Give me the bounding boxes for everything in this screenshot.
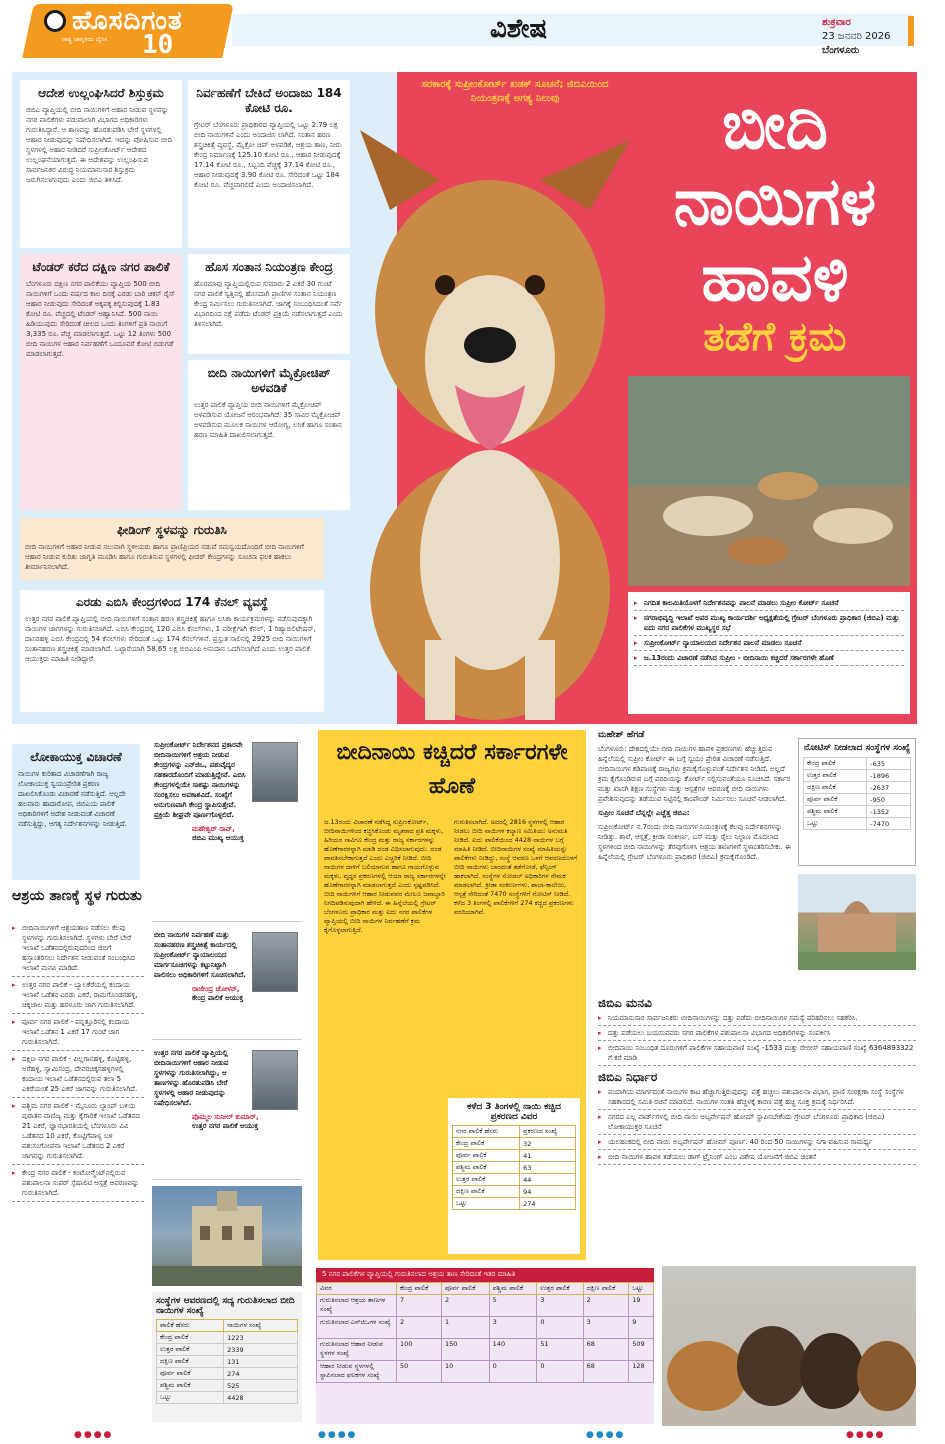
table-cell: 5: [489, 1295, 537, 1317]
table-header: [453, 1126, 576, 1138]
table-cell: ಪೂರ್ವ ಪಾಲಿಕೆ: [804, 794, 867, 806]
quote-name: ರಾಜೇಂದ್ರ ಚೋಳನ್,: [192, 985, 240, 993]
quote-role: ಉತ್ತರ ನಗರ ಪಾಲಿಕೆ ಆಯುಕ್ತ: [192, 1122, 259, 1130]
table-header-cell: ನಗರ ಪಾಲಿಕೆ ಹೆಸರು: [453, 1126, 520, 1138]
table-cell: 150: [441, 1339, 489, 1361]
table-header-cell: ಉತ್ತರ ಪಾಲಿಕೆ: [537, 1283, 583, 1295]
list-item: ▸ ಕೇಂದ್ರ ನಗರ ಪಾಲಿಕೆ - ಕಂಟೋನ್ಮೆಂಟ್‌ನಲ್ಲಿರುವ ಪಶುಪಾಲನಾ ಸುಪರ್ ಸ್ಪೆಷಾಲಿಟಿ ಆಸ್ಪತ್ರೆ ಆವರಣವನ್ನು ಗುರುತಿಸಲಾಗಿದೆ.: [12, 1165, 144, 1202]
print-marks: ●●●●: [318, 1430, 358, 1440]
table-cell: 525: [224, 1380, 298, 1392]
box-bite-cases: [448, 1098, 580, 1254]
box-kennels: [20, 590, 324, 712]
quote-text: ಬೀದಿ ನಾಯಿಗಳ ನಿರ್ವಹಣೆ ಮತ್ತು ಸಂತಾನಹರಣ ಶಸ್ತ್ರಚಿಕಿತ್ಸೆ ಕಾರ್ಯದಲ್ಲಿ ಸುಪ್ರೀಂಕೋರ್ಟ್ ನ್ಯಾಯಾಲಯದ ಮಾರ್ಗಸೂಚಿಗಳನ್ನು ಕಟ್ಟುನಿಟ್ಟಾಗಿ ಪಾಲಿಸಲು ಅಧಿಕಾರಿಗಳಿಗೆ ಸೂಚಿಸಲಾಗಿದೆ.: [154, 931, 246, 979]
table-cell: 2339: [224, 1344, 298, 1356]
box-south-tender: [20, 254, 182, 510]
table-header-cell: ವಿವರ: [317, 1283, 397, 1295]
quote-north-commissioner: [152, 1046, 302, 1180]
list-item: ▸ ದತ್ತು ಪಡೆಯಲು ಬಯಸುವವರು ನಗರ ಪಾಲಿಕೆಗಳ ಪಶುಪಾಲನಾ ವಿಭಾಗದ ಅಧಿಕಾರಿಗಳನ್ನು ಸಂಪರ್ಕಿಸಿ: [598, 1026, 916, 1041]
box-maintenance-cost: [188, 80, 350, 248]
list-item: ▸ ಪಶ್ಚಿಮ ನಗರ ಪಾಲಿಕೆ - ಮೈಸೂರು ಲ್ಯಾಂಪ್ ಬಳಿಯ ಪುರಾತನ ವಾಣಿಜ್ಯ ಮತ್ತು ಕೈಗಾರಿಕೆ ಇಲಾಖೆ ಒಡೆತನದ 21 ಎಕರೆ, ಜ್ಞಾನಭಾರತಿಯಲ್ಲಿ ಬೆಂಗಳೂರು ವಿವಿ ಒಡೆತನದ 10 ಎಕರೆ, ಕೊಟ್ಟಿಗೆಪಾಳ್ಯ ಬಳಿ ಪಶುಸಂಗೋಪನಾ ಇಲಾಖೆ ಒಡೆತನದ 2 ಎಕರೆ ಜಾಗವನ್ನು ಗುರುತಿಸಲಾಗಿದೆ.: [12, 1098, 144, 1165]
dog-photo: [330, 120, 650, 720]
table-header-cell: ಪ್ರಕರಣದ ಸಂಖ್ಯೆ: [520, 1126, 576, 1138]
institution-dogs-table: [156, 1319, 298, 1404]
quote-gba-chief: [152, 738, 302, 922]
table-cell: ಗುರುತಿಸಲಾದ ಎನ್‌ಜಿಒಗಳ ಸಂಖ್ಯೆ: [317, 1317, 397, 1339]
city-table: [316, 1282, 654, 1383]
box-title: ಹೊಸ ಸಂತಾನ ನಿಯಂತ್ರಣ ಕೇಂದ್ರ: [205, 260, 333, 274]
table-cell: ಪಶ್ಚಿಮ ಪಾಲಿಕೆ: [157, 1380, 224, 1392]
box-title: ಎರಡು ಎಬಿಸಿ ಕೇಂದ್ರಗಳಿಂದ 174 ಕೆನಲ್ ವ್ಯವಸ್ಥೆ: [76, 595, 268, 609]
table-header-cell: ಪೂರ್ವ ಪಾಲಿಕೆ: [441, 1283, 489, 1295]
box-title: ಬೀದಿ ನಾಯಿಗಳಿಗೆ ಮೈಕ್ರೋಚಿಪ್ ಅಳವಡಿಕೆ: [207, 366, 331, 395]
avatar: [252, 1050, 298, 1110]
table-cell: -1896: [867, 770, 911, 782]
table-cell: 2: [441, 1295, 489, 1317]
list-item: ▸ ಜ.13ರಂದು ವಿಚಾರಣೆ ನಡೆಸಿದ ಸುಪ್ರೀಂ - ಬೀದಿನಾಯಿ ಕಚ್ಚಿದರೆ ಸರ್ಕಾರಗಳೇ ಹೊಣೆ: [634, 651, 904, 666]
table-row: [317, 1339, 654, 1361]
barking-dogs-photo: [662, 1266, 916, 1426]
table-cell: 274: [520, 1198, 576, 1210]
table-cell: 509: [629, 1339, 654, 1361]
article-subhead: ಸುಪ್ರೀಂ ಸೂಚನೆ ಬೆನ್ನಲ್ಲೇ ಎಚ್ಚೆತ್ತ ಜಿಬಿಎ:: [598, 809, 690, 817]
list-item: ▸ ನಗರಾಭಿವೃದ್ಧಿ ಇಲಾಖೆ ಅಪರ ಮುಖ್ಯ ಕಾರ್ಯದರ್ಶಿ ಅಧ್ಯಕ್ಷತೆಯಲ್ಲಿ ಗ್ರೇಟರ್ ಬೆಂಗಳೂರು ಪ್ರಾಧಿಕಾರ (ಜಿಬಿಎ) ಮತ್ತು ಐದು ನಗರ ಪಾಲಿಕೆಗಳ ಮುಖ್ಯಸ್ಥರ ಸಭೆ: [634, 611, 904, 636]
table-cell: -950: [867, 794, 911, 806]
table-header: [317, 1283, 654, 1295]
table-cell: 63: [520, 1162, 576, 1174]
table-cell: 4428: [224, 1392, 298, 1404]
table-cell: 44: [520, 1174, 576, 1186]
table-cell: 1: [441, 1317, 489, 1339]
quote-name: ಮಹೇಶ್ವರ್ ರಾವ್,: [192, 825, 235, 833]
box-microchip: [188, 360, 350, 510]
table-cell: 94: [520, 1186, 576, 1198]
box-body: ಉತ್ತರ ಪಾಲಿಕೆ ವ್ಯಾಪ್ತಿಯ ಬೀದಿ ನಾಯಿಗಳಿಗೆ ಮೈಕ್ರೋಚಿಪ್ ಅಳವಡಿಸುವ ಯೋಜನೆ ಆರಂಭವಾಗಿದೆ. 35 ಸಾವಿರ ಮೈಕ್ರೋಚಿಪ್ ಅಳವಡಿಸುವ ಮೂಲಕ ನಾಯಿಗಳ ಆರೋಗ್ಯ, ಲಸಿಕೆ ಹಾಗೂ ಸಂತಾನ ಹರಣ ಮಾಹಿತಿ ದಾಖಲಿಸಲಾಗುತ್ತದೆ.: [194, 401, 342, 439]
list-item: ▸ ದಕ್ಷಿಣ ನಗರ ಪಾಲಿಕೆ - ಪಿಲ್ಲಗಾನಹಳ್ಳಿ, ಕೊಟ್ಟಿಹಳ್ಳಿ, ಅರೆಹಳ್ಳಿ, ಸ್ವಾಮಿಸಂದ್ರ, ದೇವರಚಿಕ್ಕನಹಳ್ಳಿಗಳಲ್ಲಿ ಕಂದಾಯ ಇಲಾಖೆ ಒಡೆತನದಲ್ಲಿರುವ ತಲಾ 5 ಎಕರೆಯಂತೆ 25 ಎಕರೆ ಜಾಗವನ್ನು ಗುರುತಿಸಲಾಗಿದೆ.: [12, 1051, 144, 1098]
list-item: ▸ ಪೂರ್ವ ನಗರ ಪಾಲಿಕೆ - ಪನ್ನತ್ತೂರಿನಲ್ಲಿ ಕಂದಾಯ ಇಲಾಖೆ ಒಡೆತನ 1 ಎಕರೆ 17 ಗುಂಟೆ ಜಾಗ ಗುರುತಿಸಲಾಗಿದೆ.: [12, 1014, 144, 1051]
lead-kicker: ಸರಕಾರಕ್ಕೆ ಸುಪ್ರೀಂಕೋರ್ಟ್ ಖಡಕ್ ಸೂಚನೆ; ಜಿಬಿಎಯಿಂದ ನಿಯಂತ್ರಣಕ್ಕೆ ಅಗತ್ಯ ನಿಲುವು: [421, 79, 609, 104]
box-title: ಫೀಡಿಂಗ್ ಸ್ಥಳವನ್ನು ಗುರುತಿಸಿ: [117, 523, 227, 537]
center-headline: ಬೀದಿನಾಯಿ ಕಚ್ಚಿದರೆ ಸರ್ಕಾರಗಳೇ ಹೊಣೆ: [318, 730, 586, 814]
table-cell: ಪೂರ್ವ ಪಾಲಿಕೆ: [157, 1368, 224, 1380]
table-row: [453, 1186, 576, 1198]
table-header-cell: ಕೇಂದ್ರ ಪಾಲಿಕೆ: [397, 1283, 442, 1295]
quote-central-commissioner: [152, 928, 302, 1040]
article-column: ಗುರುತಿಸಲಾಗಿದೆ. ಅದರಲ್ಲಿ 2816 ಸ್ಥಳಗಳಲ್ಲಿ ಆಹಾರ ನೀಡಲು ಬೀದಿ ನಾಯಿಗಳ ಕಲ್ಯಾಣ ಸಮಿತಿಯು ಅನುಮತಿ ನೀಡಿದೆ. ಐದು ಪಾಲಿಕೆಯಿಂದ 4428 ನಾಯಿಗಳ ಬಗ್ಗೆ ಮಾಹಿತಿ ನೀಡಿದೆ. ಬೀದಿನಾಯಿಗಳ ಸಂಖ್ಯೆ ಮಾಹಿತಿಯನ್ನು ಪಾಲಿಕೆಗಳು ನೀಡಿದ್ದು, ಸಂಸ್ಥೆ ಆವರಣ ಒಳಗೆ ಆವರಣದೊಳಗೆ ಬೀದಿ ನಾಯಿಗಳು ಬಾರದಂತೆ ತಡೆಗೋಡೆ, ಫೆನ್ಸಿಂಗ್ ಹಾಕಲಾಗಿದೆ. ಸಂಸ್ಥೆಗಳ ನೋಡಲ್ ಅಧಿಕಾರಿಗಳ ನೇಮಕ ಮಾಡಲಾಗಿದೆ. ಕ್ರೀಡಾ ಸಂಕೀರ್ಣಗಳು, ಶಾಲಾ-ಕಾಲೇಜು, ಆಸ್ಪತ್ರೆ ಸೇರಿದಂತೆ 7470 ಸಂಸ್ಥೆಗಳಿಗೆ ನೋಟಿಸ್ ನೀಡಿದೆ. ಕಳೆದ 3 ತಿಂಗಳಲ್ಲಿ ಪಾಲಿಕೆಗಳಿಗೆ 274 ಕಚ್ಚಿದ ಪ್ರಕರಣಗಳು ವರದಿಯಾಗಿವೆ.: [454, 818, 578, 916]
table-cell: 2: [583, 1295, 629, 1317]
article-paragraph: ಬೆಂಗಳೂರು: ದೇಶದಲ್ಲಿಯೇ ಬೀದಿ ನಾಯಿಗಳ ಹಾವಳಿ ಪ್ರಕರಣಗಳು ಹೆಚ್ಚುತ್ತಿರುವ ಹಿನ್ನೆಲೆಯಲ್ಲಿ ಸುಪ್ರೀಂ ಕೋರ್ಟ್ ಈ ಬಗ್ಗೆ ಸ್ವಯಂ ಪ್ರೇರಿತ ವಿಚಾರಣೆ ನಡೆಸುತ್ತಿದೆ. ಬೀದಿನಾಯಿಗಳ ಕಡಿವಾಣಕ್ಕೆ ರಾಜ್ಯಗಳು ಕ್ರಮಕೈಗೊಳ್ಳುವಂತೆ ನಿರ್ದೇಶನ ನೀಡಿದೆ. ಅಲ್ಲದೆ ಕ್ರಮ ಕೈಗೊಂಡಿರುವ ಬಗ್ಗೆ ವರದಿಯನ್ನು ಕೋರ್ಟ್ ಸಲ್ಲಿಸುವಂತೆಯೂ ಸೂಚಿಸಿದೆ. ಸರ್ಕಾರ ಮತ್ತು ಖಾಸಗಿ ಶಿಕ್ಷಣ ಸಂಸ್ಥೆಗಳು ಮತ್ತು ಆಸ್ಪತ್ರೆಗಳ ಆವರಣಕ್ಕೆ ಬೀದಿ ನಾಯಿಗಳು ಪ್ರವೇಶಿಸುವುದನ್ನು ತಡೆಯುವ ನಿಟ್ಟಿನಲ್ಲಿ ಕಾಂಪೌಂಡ್ ನಿರ್ಮಿಸಲು ಸೂಚನೆ ನೀಡಲಾಗಿದೆ.: [598, 745, 791, 803]
article-paragraph: ಸುಪ್ರೀಂಕೋರ್ಟ್ ನ.7ರಂದು ಬೀದಿ ನಾಯಿಗಳ ನಿಯಂತ್ರಣಕ್ಕೆ ಕೆಲವು ನಿರ್ದೇಶನಗಳನ್ನು ನೀಡಿತ್ತು. ಶಾಲೆ, ಆಸ್ಪತ್ರೆ, ಕ್ರೀಡಾ ಸಂಕೀರ್ಣ, ಬಸ್ ಮತ್ತು ರೈಲು ನಿಲ್ದಾಣ ಮೊದಲಾದ ಸ್ಥಳಗಳಿಂದ ಬೀದಿ ನಾಯಿಗಳನ್ನು ತೆರವುಗೊಳಿಸಿ ಆಶ್ರಯ ತಾಣಗಳಿಗೆ ಸ್ಥಳಾಂತರಿಸಬೇಕು. ಈ ಹಿನ್ನೆಲೆಯಲ್ಲಿ ಗ್ರೇಟರ್ ಬೆಂಗಳೂರು ಪ್ರಾಧಿಕಾರ (ಜಿಬಿಎ) ಕ್ರಮಕೈಗೊಂಡಿದೆ.: [598, 823, 791, 861]
list-item: ▸ ನಗರದ ಎಲ್ಲ ವಾರ್ಡ್‌ಗಳಲ್ಲಿ ಬೀದಿ ನಾಯಿ ಅಬ್ಸರ್ವೇಷನ್ ಹೋಮ್ ಸ್ಥಾಪಿಸಬೇಕೆಂದು ಗ್ರೇಟರ್ ಬೆಂಗಳೂರು ಪ್ರಾಧಿಕಾರ (ಜಿಬಿಎ) ಲೋಕಾಯುಕ್ತರ ಸೂಚನೆ: [598, 1110, 916, 1135]
table-row: [804, 818, 911, 830]
list-item: ▸ ನಿಯಮಾನುಸಾರ ಸಾರ್ವಜನಿಕರು ಬೀದಿನಾಯಿಗಳನ್ನು ದತ್ತು ಪಡೆದು ಬೀದಿನಾಯಿಗಳ ಸಮಸ್ಯೆ ಪರಿಹರಿಸಲು ಸಹಕರಿಸಿ.: [598, 1011, 916, 1026]
box-body: ಹೊರಮಾವು ವ್ಯಾಪ್ತಿಯಲ್ಲಿರುವ ಸುಮಾರು 2 ಎಕರೆ 30 ಗುಂಟೆ ನಗರ ಪಾಲಿಕೆ ಸ್ವತ್ತಿನಲ್ಲಿ ಹೊಸದಾಗಿ ಪ್ರಾಣಿಗಳ ಸಂತಾನ ನಿಯಂತ್ರಣ ಕೇಂದ್ರ ನಿರ್ಮಿಸಲು ಗುರುತಿಸಲಾಗಿದೆ. ಜಾಗಕ್ಕೆ ಸಂಬಂಧಿಸಿದಂತೆ ಸರ್ವೆ ವಿಭಾಗದಿಂದ ನಕ್ಷೆ ಪಡೆದು ಟೆಂಡರ್ ಪ್ರಕ್ರಿಯೆ ನಡೆಸಲಾಗುತ್ತದೆ ಎಂದು ತಿಳಿಸಲಾಗಿದೆ.: [194, 280, 343, 328]
table-cell: ದಕ್ಷಿಣ ಪಾಲಿಕೆ: [453, 1186, 520, 1198]
table-row: [804, 758, 911, 770]
table-cell: ಪೂರ್ವ ಪಾಲಿಕೆ: [453, 1150, 520, 1162]
box-title: ಆದೇಶ ಉಲ್ಲಂಘಿಸಿದರೆ ಶಿಸ್ತುಕ್ರಮ: [38, 86, 164, 100]
table-cell: 50: [397, 1361, 442, 1383]
article-byline: ಮಹೇಶ್ ಹೆಗಡೆ: [598, 730, 645, 740]
gba-decision-list: [598, 1085, 916, 1165]
table-cell: -1352: [867, 806, 911, 818]
table-row: [453, 1174, 576, 1186]
box-title: ನಿರ್ವಹಣೆಗೆ ಬೇಕಿದೆ ಅಂದಾಜು 184 ಕೋಟಿ ರೂ.: [196, 86, 342, 115]
gba-appeal-list: [598, 1011, 916, 1066]
table-cell: 68: [583, 1361, 629, 1383]
table-cell: 0: [537, 1361, 583, 1383]
dateline-accent-bar: [908, 16, 914, 46]
table-row: [317, 1295, 654, 1317]
list-item: ▸ ಬೀದಿನಾಯಿಗಳಿಗೆ ಆಶ್ರಯತಾಣ ನಡೆಸಲು ಕೆಲವು ಸ್ಥಳಗಳನ್ನು ಗುರುತಿಸಲಾಗಿದೆ. ಸ್ಥಳಗಳು ಬೇರೆ ಬೇರೆ ಇಲಾಖೆ ಒಡೆತನದಲ್ಲಿರುವುದರಿಂದ ಜಿಬಿಗೆ ಹಸ್ತಾಂತರಿಸಲು ನಿರ್ದೇಶನ ನೀಡುವಂತೆ ಸಂಬಂಧಿಸಿದ ಇಲಾಖೆ ಮನವಿ ಮಾಡಿದೆ.: [12, 920, 144, 977]
list-item: ▸ ಬೀದಿ ನಾಯಿಗಳ ಹಾವಳಿ ತಡೆಯಲು ಡಾಗ್ ಟ್ರೈನಿಂಗ್ ಎಂಬ ವಿಶೇಷ ಯೋಜನೆಗೆ ಜಿಬಿಎ ಚಿಂತನೆ: [598, 1150, 916, 1165]
quote-text: ಸುಪ್ರೀಂಕೋರ್ಟ್ ನಿರ್ದೇಶನದ ಪ್ರಕಾರವೇ ಬೀದಿನಾಯಿಗಳಿಗೆ ಆಶ್ರಯ ನೀಡುವ ಕೇಂದ್ರಗಳನ್ನು ಎನ್‌ಜಿಒ, ಪಶುವೈದ್ಯರ ಸಹಕಾರದೊಂದಿಗೆ ಮಾಡುತ್ತಿದ್ದೇವೆ. ಎಬಿಸಿ ಕೇಂದ್ರಗಳಲ್ಲಿಯೇ ಸಾಕಷ್ಟು ನಾಯಿಗಳನ್ನು ಸಂರಕ್ಷಿಸಲು ಅವಕಾಶವಿದೆ. ಸಂಖ್ಯೆಗೆ ಅನುಗುಣವಾಗಿ ಕೇಂದ್ರ ಸ್ಥಾಪಿಸುತ್ತೇವೆ. ಪ್ರಕ್ರಿಯೆ ಶೀಘ್ರವೇ ಪೂರ್ಣಗೊಳ್ಳಲಿದೆ.: [154, 741, 246, 819]
list-item: ▸ ನಿಗದಿತ ಕಾಲಮಿತಿಯೊಳಗೆ ನಿರ್ದೇಶನವನ್ನು ಪಾಲನೆ ಮಾಡಲು ಸುಪ್ರೀಂ ಕೋರ್ಟ್ ಸೂಚನೆ: [634, 596, 904, 611]
list-item: ▸ ಸುಪ್ರೀಂಕೋರ್ಟ್ ನ್ಯಾಯಾಲಯದ ನಿರ್ದೇಶನ ಪಾಲನೆ ಮಾಡಲು ಸೂಚನೆ: [634, 636, 904, 651]
quote-role: ಕೇಂದ್ರ ಪಾಲಿಕೆ ಆಯುಕ್ತ: [192, 994, 244, 1002]
table-title: ನೋಟಿಸ್ ನೀಡಲಾದ ಸಂಸ್ಥೆಗಳ ಸಂಖ್ಯೆ: [803, 743, 911, 753]
table-cell: ಒಟ್ಟು: [453, 1198, 520, 1210]
print-marks: ●●●●: [846, 1430, 886, 1440]
quote-role: ಜಿಬಿಎ ಮುಖ್ಯ ಆಯುಕ್ತ: [192, 834, 244, 842]
box-body: ಉತ್ತರ ನಗರ ಪಾಲಿಕೆ ವ್ಯಾಪ್ತಿಯಲ್ಲಿ ಬೀದಿ ನಾಯಿಗಳಿಗೆ ಸಂತಾನ ಹರಣ ಶಸ್ತ್ರಚಿಕಿತ್ಸೆ ಹಾಗೂ ಲಸಿಕಾ ಕಾರ್ಯಕ್ರಮಗಳನ್ನು ನಡೆಸುವುದಕ್ಕಾಗಿ ನಾಯಿಗಳ ಜಾಗಗಳನ್ನು ಗುರುತಿಸಲಾಗಿದೆ. ಎಬಿಸಿ ಕೇಂದ್ರದಲ್ಲಿ 120 ಎಬಿಸಿ ಕೆನಲ್‌ಗಳು, 1 ಪರೀಕ್ಷೆಗಾಗಿ ಕೆನಲ್, 1 ರಿಹ್ಯಾಬಿಲಿಟೇಷನ್, ದಾಸರಹಳ್ಳಿ ಎಬಿಸಿ ಕೇಂದ್ರದಲ್ಲಿ 54 ಕೆನಲ್‌ಗಳು ಸೇರಿದಂತೆ ಒಟ್ಟು 174 ಕೆನಲ್‌ಗಳಿವೆ. ಪ್ರಸ್ತುತ ಸಾಲಿನಲ್ಲಿ 2925 ಬೀದಿ ನಾಯಿಗಳಿಗೆ ಸಂತಾನಹರಣ ಶಸ್ತ್ರಚಿಕಿತ್ಸೆ ಮಾಡಲಾಗಿದೆ. ಒಟ್ಟಾರೆಯಾಗಿ 58,65 ಲಕ್ಷ ಬಿಬಿಎಂಪಿ ಅನುದಾನ ಒದಗಿಸಲಾಗಿದೆ ಎಂದು ಉತ್ತರ ಪಾಲಿಕೆ ಆಯುಕ್ತರು ಮಾಹಿತಿ ನೀಡಿದ್ದಾರೆ.: [25, 615, 316, 663]
table-cell: 3: [489, 1317, 537, 1339]
table-header: [157, 1320, 298, 1332]
box-body: ಬೆಂಗಳೂರು ದಕ್ಷಿಣ ನಗರ ಪಾಲಿಕೆಯು ವ್ಯಾಪ್ತಿಯ 500 ಬೀದಿ ನಾಯಿಗಳಿಗೆ ಒಂದು ವರ್ಷದ ಕಾಲ ದಿನಕ್ಕೆ ಎರಡು ಬಾರಿ ಚಿಕನ್ ರೈಸ್ ಆಹಾರ ನೀಡುವುದು ಸೇರಿದಂತೆ ಅಕ್ಕಪಕ್ಕ ಕಲ್ಪಿಸುವುದಕ್ಕೆ 1.83 ಕೋಟಿ ರೂ. ವೆಚ್ಚದಲ್ಲಿ ಟೆಂಡರ್ ಆಹ್ವಾನಿಸಿದೆ. 500 ನಾಯಿ ಹಿಡಿಯುವುದು ಸೇರಿದಂತೆ ಚೀಲದ ಒಂದು ತಿಂಗಳಿಗೆ ಪ್ರತಿ ನಾಯಿಗೆ 3,335 ರೂ. ವೆಚ್ಚ ಮಾಡಲಾಗುತ್ತದೆ. ಒಟ್ಟು 12 ತಿಂಗಳು 500 ಬೀದಿ ನಾಯಿಗಳ ಆಹಾರ ನಿರ್ವಹಣೆಗೆ ಒಂದೂವರೆ ಕೋಟಿ ಬಿಡುಗಡೆ ಮಾಡಲಾಗುತ್ತದೆ.: [26, 280, 175, 358]
city-table-title: 5 ನಗರ ಪಾಲಿಕೆಗಳ ವ್ಯಾಪ್ತಿಯಲ್ಲಿ ಗುರುತಿಸಲಾದ ಆಶ್ರಯ ತಾಣ ಸೇರಿದಂತೆ ಇತರ ಮಾಹಿತಿ: [316, 1268, 654, 1282]
table-cell: ಕೇಂದ್ರ ಪಾಲಿಕೆ: [804, 758, 867, 770]
table-row: [157, 1368, 298, 1380]
table-header-cell: ದಕ್ಷಿಣ ಪಾಲಿಕೆ: [583, 1283, 629, 1295]
table-cell: ಗುರುತಿಸಲಾದ ಆಶ್ರಯ ತಾಣಗಳ ಸಂಖ್ಯೆ: [317, 1295, 397, 1317]
quote-attribution: [152, 825, 302, 843]
right-article: [598, 730, 794, 998]
table-cell: ಗುರುತಿಸಲಾದ ಆಹಾರ ನೀಡುವ ಸ್ಥಳಗಳ ಸಂಖ್ಯೆ: [317, 1339, 397, 1361]
quote-attribution: [152, 1113, 302, 1131]
table-cell: 0: [489, 1361, 537, 1383]
box-body: ಬೀದಿ ನಾಯಿಗಳಿಗೆ ಆಹಾರ ನೀಡುವ ಸಲುವಾಗಿ ಸ್ಥಳೀಯರು ಹಾಗೂ ಪ್ರಾಣಿಪ್ರಿಯರ ನಡುವೆ ಸಮನ್ವಯದೊಂದಿಗೆ ಬೀದಿ ನಾಯಿಗಳಿಗೆ ಆಹಾರ ನೀಡುವ ಕುರಿತು ಜಾಗೃತಿ ಮೂಡಿಸಿ ಹಾಗೂ ಗುರುತಿಸುವ ಸ್ಥಳಗಳಲ್ಲಿ ಫೀಡರ್ ಕೇಂದ್ರಗಳನ್ನು ಸೂಚನಾ ಫಲಕ ಹಾಕಲು ತೀರ್ಮಾನಿಸಲಾಗಿದೆ.: [25, 543, 304, 571]
table-row: [157, 1332, 298, 1344]
table-cell: 3: [583, 1317, 629, 1339]
dateline-day: ಶುಕ್ರವಾರ: [822, 17, 851, 28]
avatar: [252, 932, 298, 992]
table-row: [157, 1380, 298, 1392]
lead-subheadline: ತಡೆಗೆ ಕ್ರಮ: [703, 314, 847, 360]
avatar: [252, 742, 298, 802]
table-cell: ದಕ್ಷಿಣ ಪಾಲಿಕೆ: [157, 1356, 224, 1368]
box-lokayukta: [12, 744, 140, 880]
table-cell: 9: [629, 1317, 654, 1339]
table-cell: -7470: [867, 818, 911, 830]
box-body: ಜಿಬಿಎ ವ್ಯಾಪ್ತಿಯಲ್ಲಿ ಬೀದಿ ನಾಯಿಗಳಿಗೆ ಆಹಾರ ನೀಡುವ ಸ್ಥಳವನ್ನು ನಗರ ಪಾಲಿಕೆಗಳು ಪಡುವಾಲಾಗಿ ವಿಭಾಗದ ಅಧಿಕಾರಿಗಳು ಗುರುತಿಸಿದ್ದಾರೆ. ಆ ತಾಣವನ್ನು ಹೊರತುಪಡಿಸಿ ಬೇರೆ ಸ್ಥಳಗಳಲ್ಲಿ ಆಹಾರ ನೀಡುವುದನ್ನು ನಿಷೇಧಿಸಲಾಗಿದೆ. ಇದನ್ನು ಪೋಷಿಸುವ ಬೀದಿ ಸ್ಥಳಗಳಲ್ಲಿ ಆಹಾರ ನೀಡಿದರೆ ಸುಪ್ರೀಂಕೋರ್ಟ್ ಆದೇಶದ ಉಲ್ಲಂಘನೆಯಾಗುತ್ತದೆ. ಈ ಆದೇಶವನ್ನು ಉಲ್ಲಂಘಿಸುವ ಸಾರ್ವಜನಿಕರ ವಿರುದ್ಧ ನಿಯಮಾನುಸಾರ ಶಿಸ್ತುಕ್ರಮ ಜರುಗಿಸಲಾಗುವುದು ಎಂದು ಜಿಬಿಎ ತಿಳಿಸಿದೆ.: [26, 106, 173, 184]
table-cell: ಕೇಂದ್ರ ಪಾಲಿಕೆ: [453, 1138, 520, 1150]
table-cell: ಉತ್ತರ ಪಾಲಿಕೆ: [453, 1174, 520, 1186]
stray-dogs-photo: [628, 376, 910, 586]
dateline-city: ಬೆಂಗಳೂರು: [822, 45, 860, 56]
table-cell: 68: [583, 1339, 629, 1361]
table-cell: ಪಶ್ಚಿಮ ಪಾಲಿಕೆ: [453, 1162, 520, 1174]
table-row: [453, 1162, 576, 1174]
print-marks: ●●●●: [586, 1430, 626, 1440]
lead-headline: ಬೀದಿ ನಾಯಿಗಳ ಹಾವಳಿ: [673, 87, 877, 316]
table-row: [453, 1150, 576, 1162]
table-cell: 19: [629, 1295, 654, 1317]
table-row: [804, 770, 911, 782]
table-row: [317, 1317, 654, 1339]
table-cell: 2: [397, 1317, 442, 1339]
print-marks: ●●●●: [74, 1430, 114, 1440]
logo-emblem-icon: [44, 10, 66, 32]
quote-name: ಪೊಮ್ಮಲ ಸುನೀಲ್ ಕುಮಾರ್,: [192, 1113, 259, 1121]
notice-table: [803, 757, 911, 830]
table-cell: ಉತ್ತರ ಪಾಲಿಕೆ: [157, 1344, 224, 1356]
table-row: [157, 1356, 298, 1368]
box-notice-count: [798, 738, 916, 866]
table-cell: 140: [489, 1339, 537, 1361]
box-title: ಲೋಕಾಯುಕ್ತ ವಿಚಾರಣೆ: [30, 750, 122, 764]
brand-name: ಹೊಸದಿಗಂತ: [72, 6, 183, 36]
table-cell: -2637: [867, 782, 911, 794]
shelter-list: [12, 920, 144, 1202]
table-cell: 3: [537, 1295, 583, 1317]
gba-sections: [598, 996, 916, 1165]
article-column: ಜ.13ರಂದು ವಿಚಾರಣೆ ನಡೆಸಿದ್ದ ಸುಪ್ರೀಂಕೋರ್ಟ್, ಬೀದಿನಾಯಿಗಳಿಂದ ಕಚ್ಚಿಸಿಕೊಂಡು ಮೃತರಾದ ಪ್ರತಿ ಮಕ್ಕಳು, ಹಿರಿಯರ ಸಾವಿಗೂ ಕೇಂದ್ರ ಮತ್ತು ರಾಜ್ಯ ಸರ್ಕಾರಗಳನ್ನು ಹೊಣೆಗಾರರನ್ನಾಗಿ ಮಾಡಿ ದಂಡ ವಿಧಿಸಲಾಗುವುದು. ದಂಡ ಪಾವತಿಸಬೇಕಾಗುತ್ತದೆ ಎಂದು ಎಚ್ಚರಿಕೆ ನೀಡಿದೆ. ಬೀದಿ ನಾಯಿಗಳ ದಾಳಿಗೆ ಬಲಿಯಾಗುವ ಹಾಗೂ ಗಾಯಗೊಳ್ಳುವ ಮಕ್ಕಳು, ವೃದ್ಧರ ಪ್ರಕರಣಗಳಲ್ಲಿ ಆಯಾ ರಾಜ್ಯ ಸರ್ಕಾರಗಳನ್ನೇ ಹೊಣೆಗಾರರನ್ನಾಗಿ ಮಾಡಲಾಗುತ್ತದೆ ಎಂದು ಸ್ಪಷ್ಟಪಡಿಸಿದೆ. ಬೀದಿ ನಾಯಿಗಳಿಗೆ ಆಹಾರ ನೀಡುವವರ ಮೇಲೂ ಜವಾಬ್ದಾರಿ ನಿಗದಿಪಡಿಸುವುದಾಗಿ ಹೇಳಿದೆ. ಈ ಹಿನ್ನೆಲೆಯಲ್ಲಿ ಗ್ರೇಟರ್ ಬೆಂಗಳೂರು ಪ್ರಾಧಿಕಾರ ಮತ್ತು ಐದು ನಗರ ಪಾಲಿಕೆಗಳ ವ್ಯಾಪ್ತಿಯಲ್ಲಿ ಬೀದಿ ನಾಯಿಗಳ ನಿರ್ವಹಣೆಗೆ ಕ್ರಮ ಕೈಗೊಳ್ಳಲಾಗುತ್ತಿದೆ.: [324, 818, 446, 934]
table-cell: 51: [537, 1339, 583, 1361]
dateline: [822, 16, 891, 58]
table-row: [317, 1361, 654, 1383]
table-cell: ಒಟ್ಟು: [157, 1392, 224, 1404]
table-cell: 41: [520, 1150, 576, 1162]
shelter-title: ಆಶ್ರಯ ತಾಣಕ್ಕೆ ಸ್ಥಳ ಗುರುತು: [12, 888, 142, 904]
table-row: [453, 1138, 576, 1150]
table-row: [804, 794, 911, 806]
table-header-cell: ಪಾಲಿಕೆ ಹೆಸರು: [157, 1320, 224, 1332]
list-item: ▸ ಉತ್ತರ ನಗರ ಪಾಲಿಕೆ - ಬ್ಯಾಲಕೆರೆಯಲ್ಲಿ ಕಂದಾಯ ಇಲಾಖೆ ಒಡೆತನ ಎರಡು ಎಕರೆ, ರಾಮಗೊಂಡನಹಳ್ಳಿ, ಚಿಕ್ಕಜಾಲ ಮತ್ತು ಹರಳೂರು ಜಾಗ ಗುರುತಿಸಲಾಗಿದೆ.: [12, 977, 144, 1014]
table-cell: ದಕ್ಷಿಣ ಪಾಲಿಕೆ: [804, 782, 867, 794]
table-cell: ಉತ್ತರ ಪಾಲಿಕೆ: [804, 770, 867, 782]
table-cell: 100: [397, 1339, 442, 1361]
table-header-cell: ನಾಯಿಗಳ ಸಂಖ್ಯೆ: [224, 1320, 298, 1332]
list-item: ▸ ಯಲಹಂಕದಲ್ಲಿ ಬೀದಿ ನಾಯಿ ಅಬ್ಸರ್ವೇಷನ್ ಹೋಮ್ ಪೂರ್ಣ. 40 ರಿಂದ 50 ನಾಯಿಗಳನ್ನು ನಿಗಾ ವಹಿಸುವ ಸಾಮರ್ಥ್ಯ: [598, 1135, 916, 1150]
table-row: [157, 1392, 298, 1404]
box-institution-dogs: [152, 1292, 302, 1422]
box-body: ಗ್ರೇಟರ್ ಬೆಂಗಳೂರು ಪ್ರಾಧಿಕಾರದ ವ್ಯಾಪ್ತಿಯಲ್ಲಿ ಒಟ್ಟು 2.79 ಲಕ್ಷ ಬೀದಿ ನಾಯಿಗಳಿವೆ ಎಂದು ಅಂದಾಜಿಸ ಲಾಗಿದೆ. ಸಂತಾನ ಹರಣ ಶಸ್ತ್ರಚಿಕಿತ್ಸೆ ವ್ಯವಸ್ಥೆ, ಮೈಕ್ರೋ ಚಿಪ್ ಅಳವಡಿಕೆ, ಆಶ್ರಯ ತಾಣ, ನೀರು ಕೇಂದ್ರ ನಿರ್ಮಾಣಕ್ಕೆ 125.10 ಕೋಟಿ ರೂ., ಆಹಾರ ನೀಡುವುದಕ್ಕೆ 17.14 ಕೋಟಿ ರೂ., ಸಿಬ್ಬಂದಿ ವೆಚ್ಚಕ್ಕೆ 37.14 ಕೋಟಿ ರೂ., ಆಹಾರ ನೀಡುವುದಕ್ಕೆ 3.90 ಕೋಟಿ ರೂ. ಸೇರಿದಂತೆ ಒಟ್ಟು 184 ಕೋಟಿ ರೂ. ವೆಚ್ಚವಾಗಲಿದೆ ಎಂದು ಅಂದಾಜಿಸಲಾಗಿದೆ.: [194, 121, 342, 189]
header-band: [232, 14, 912, 46]
table-row: [804, 806, 911, 818]
table-cell: ಪಶ್ಚಿಮ ಪಾಲಿಕೆ: [804, 806, 867, 818]
gba-building-photo: [152, 1186, 302, 1286]
section-title: ವಿಶೇಷ: [490, 14, 548, 44]
table-cell: -635: [867, 758, 911, 770]
page-number: 10: [142, 30, 174, 60]
list-item: ▸ ಪಯಾಗಿಯ ಮಾರ್ಗದಂತೆ ನಾಯಿಗಳ ಕಾಟ ಹೆಚ್ಚಾಗುತ್ತಿರುವುದನ್ನು ಪತ್ತೆ ಹಚ್ಚಲು ಪಶುಪಾಲನಾ ವಿಭಾಗ, ಪ್ರಾಣಿ ಸಂರಕ್ಷಣಾ ಸಂಸ್ಥೆ ಸಂಸ್ಥೆಗಳ ಸಹಕಾರದಲ್ಲಿ ಸಮಿತಿ ರಚನೆ ಮಾಡಲಿದೆ. ನಾಯಿಗಳ ಸಂತತಿ ಹೆಚ್ಚಳಕ್ಕೆ ಕಾರಣ ಪತ್ತೆ ಹಚ್ಚಿ ಸೂಕ್ತ ಕ್ರಮಕ್ಕೆ ನಿರ್ಧರಿಸಿದೆ.: [598, 1085, 916, 1110]
table-cell: 7: [397, 1295, 442, 1317]
box-body: ನಾಯಿಗಳ ಕುರಿತಾದ ವಿಚಾರಣೆಗಾಗಿ ರಾಜ್ಯ ಲೋಕಾಯುಕ್ತ ಸ್ವಯಂಪ್ರೇರಿತ ಪ್ರಕರಣ ದಾಖಲಿಸಿಕೊಂಡು ವಿಚಾರಣೆ ನಡೆಸುತ್ತಿದೆ. ಅಲ್ಲದೇ ಹಲವಾರು ಹಾದಾರೋಪ, ಜಿಬಿಎಯ ಪಾಲಿಕೆ ಅಧಿಕಾರಿಗಳಿಗೆ ಆದೇಶ ನೀಡುವಂತೆ ವಿಚಾರಣೆ ನಡೆಸುತ್ತಿದ್ದು, ಆಗತ್ಯ ನಿರ್ದೇಶನಗಳನ್ನು ನೀಡುತ್ತಿದೆ.: [18, 770, 127, 828]
city-table-box: [316, 1282, 654, 1424]
table-cell: 1223: [224, 1332, 298, 1344]
box-feeding-spots: [20, 518, 324, 580]
table-header-cell: ಒಟ್ಟು: [629, 1283, 654, 1295]
table-cell: ಒಟ್ಟು: [804, 818, 867, 830]
box-new-abc-centre: [188, 254, 350, 354]
section-heading: ಜಿಬಿಎ ಮನವಿ: [598, 996, 916, 1011]
brand-tagline: ರಾಷ್ಟ್ರ ಜಾಗೃತಿಯ ದೈನಿಕ: [62, 36, 108, 43]
table-row: [804, 782, 911, 794]
section-heading: ಜಿಬಿಎ ನಿರ್ಧಾರ: [598, 1070, 916, 1085]
bite-cases-table: [452, 1125, 576, 1210]
table-cell: 128: [629, 1361, 654, 1383]
table-title: ಕಳೆದ 3 ತಿಂಗಳಲ್ಲಿ ನಾಯಿ ಕಚ್ಚಿದ ಪ್ರಕರಣದ ವಿವರ: [467, 1102, 561, 1122]
table-cell: 0: [537, 1317, 583, 1339]
supreme-court-photo: [798, 874, 916, 970]
table-cell: 32: [520, 1138, 576, 1150]
table-title: ಸಂಸ್ಥೆಗಳ ಆವರಣದಲ್ಲಿ ಸದ್ಯ ಗುರುತಿಸಲಾದ ಬೀದಿ ನಾಯಿಗಳ ಸಂಖ್ಯೆ: [156, 1296, 295, 1316]
table-cell: 131: [224, 1356, 298, 1368]
box-title: ಟೆಂಡರ್ ಕರೆದ ದಕ್ಷಿಣ ನಗರ ಪಾಲಿಕೆ: [32, 260, 170, 274]
dateline-date: 23 ಜನವರಿ 2026: [822, 31, 891, 42]
quote-text: ಉತ್ತರ ನಗರ ಪಾಲಿಕೆ ವ್ಯಾಪ್ತಿಯಲ್ಲಿ ಬೀದಿನಾಯಿಗಳಿಗೆ ಆಹಾರ ನೀಡುವ ಸ್ಥಳಗಳನ್ನು ಗುರುತಿಸಲಾಗಿದ್ದು, ಆ ತಾಣಗಳನ್ನು ಹೊರತುಪಡಿಸಿ ಬೇರೆ ಸ್ಥಳಗಳಲ್ಲಿ ಆಹಾರ ನೀಡುವುದನ್ನು ನಿಷೇಧಿಸಲಾಗಿದೆ.: [154, 1049, 229, 1107]
box-violation-action: [20, 80, 182, 248]
table-header-cell: ಪಶ್ಚಿಮ ಪಾಲಿಕೆ: [489, 1283, 537, 1295]
table-row: [453, 1198, 576, 1210]
list-item: ▸ ಬೀದಿನಾಯಿ ಸಂಬಂಧಿತ ದೂರುಗಳಿಗೆ ಪಾಲಿಕೆಗಳ ಸಹಾಯವಾಣಿ ಸಂಖ್ಯೆ -1533 ಮತ್ತು ರೇಬೀಸ್ ಸಹಾಯವಾಣಿ ಸಂಖ್ಯೆ 6364893322 ಗೆ ಕರೆ ಮಾಡಿ: [598, 1041, 916, 1066]
table-cell: ಕೇಂದ್ರ ಪಾಲಿಕೆ: [157, 1332, 224, 1344]
table-row: [157, 1344, 298, 1356]
table-cell: 10: [441, 1361, 489, 1383]
table-cell: ಆಹಾರ ನೀಡುವ ಸ್ಥಳಗಳಲ್ಲಿ ಸ್ಥಾಪಿಸಲಾದ ಫಲಕಗಳ ಸಂಖ್ಯೆ: [317, 1361, 397, 1383]
table-cell: 274: [224, 1368, 298, 1380]
lead-bullets: [628, 592, 910, 714]
